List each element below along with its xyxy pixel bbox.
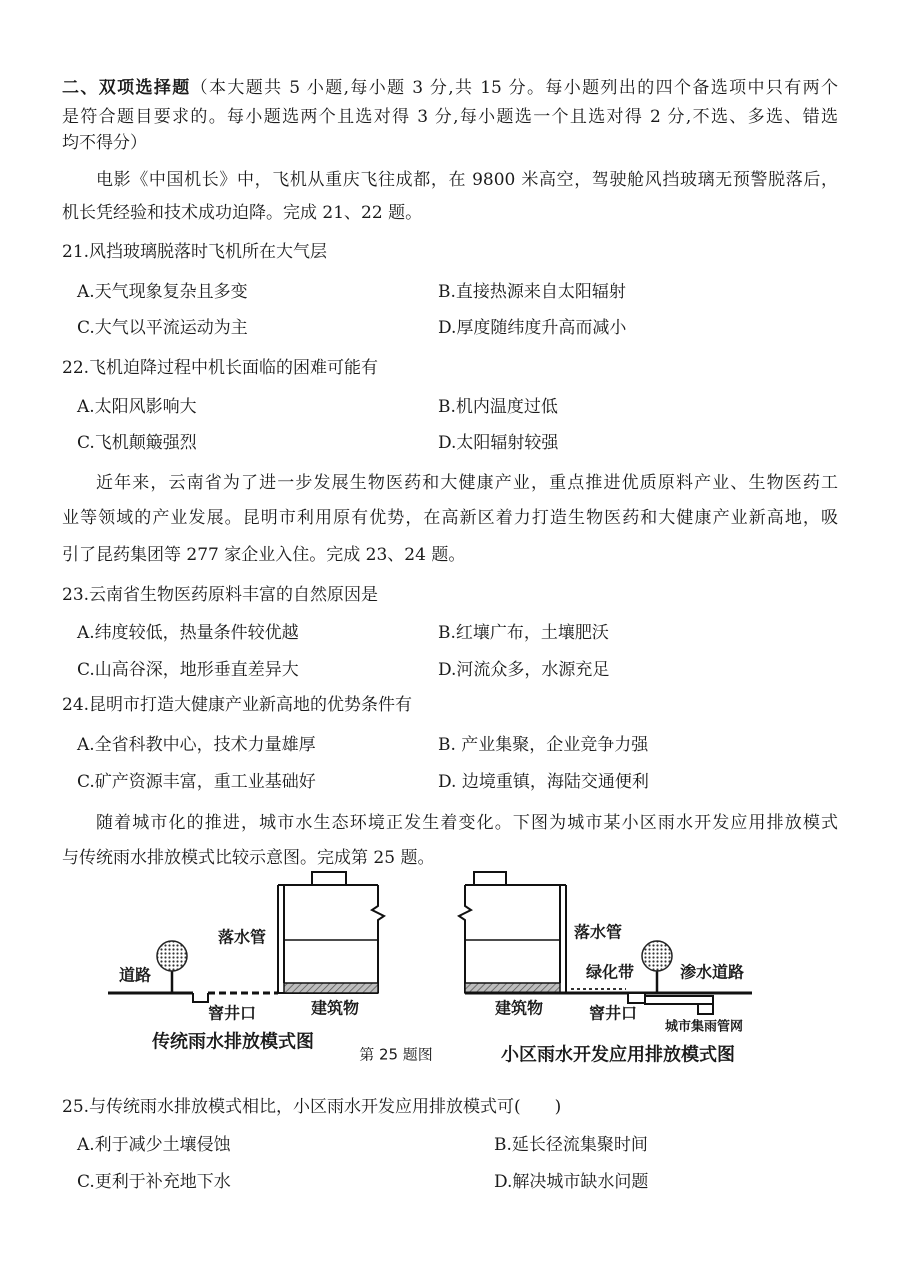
right-label-manhole: 窨井口 bbox=[588, 1003, 638, 1023]
right-manhole-well bbox=[628, 993, 645, 1003]
rainwater-drainage-figure bbox=[0, 860, 900, 1075]
left-tree-canopy bbox=[157, 941, 187, 971]
left-label-drainpipe: 落水管 bbox=[217, 927, 267, 947]
question-25-option-a: A.利于减少土壤侵蚀 bbox=[77, 1135, 231, 1155]
left-roof-parapet bbox=[312, 872, 346, 885]
passage-2-line-3: 引了昆药集团等 277 家企业入住。完成 23、24 题。 bbox=[62, 545, 466, 565]
right-label-drainpipe: 落水管 bbox=[573, 922, 623, 942]
question-23-option-d: D.河流众多，水源充足 bbox=[438, 660, 610, 680]
left-manhole-well bbox=[193, 993, 208, 1002]
right-tree-canopy bbox=[642, 941, 672, 971]
left-label-road: 道路 bbox=[118, 965, 152, 985]
left-diagram bbox=[108, 872, 384, 1052]
section-instruction-line-2: 是符合题目要求的。每小题选两个且选对得 3 分,每小题选一个且选对得 2 分,不选、多选、错选 bbox=[62, 107, 838, 127]
question-24-option-a: A.全省科教中心，技术力量雄厚 bbox=[77, 735, 316, 755]
question-21-option-d: D.厚度随纬度升高而减小 bbox=[438, 318, 627, 338]
question-25-option-c: C.更利于补充地下水 bbox=[77, 1172, 231, 1192]
question-23-option-c: C.山高谷深，地形垂直差异大 bbox=[77, 660, 299, 680]
left-label-manhole: 窨井口 bbox=[207, 1003, 257, 1023]
question-25-stem: 25.与传统雨水排放模式相比，小区雨水开发应用排放模式可( ) bbox=[62, 1097, 562, 1117]
left-building-foundation bbox=[284, 983, 378, 993]
left-label-building: 建筑物 bbox=[310, 998, 360, 1018]
passage-3-line-1: 随着城市化的推进，城市水生态环境正发生着变化。下图为城市某小区雨水开发应用排放模式 bbox=[96, 813, 838, 833]
section-heading: 二、双项选择题 bbox=[62, 78, 191, 98]
question-22-stem: 22.飞机迫降过程中机长面临的困难可能有 bbox=[62, 358, 379, 378]
question-22-option-c: C.飞机颠簸强烈 bbox=[77, 433, 197, 453]
right-label-green-belt: 绿化带 bbox=[585, 962, 635, 982]
right-label-pipe-network: 城市集雨管网 bbox=[664, 1019, 744, 1035]
question-22-option-a: A.太阳风影响大 bbox=[77, 397, 197, 417]
left-building-break-wall bbox=[372, 885, 384, 993]
question-24-option-b: B. 产业集聚，企业竞争力强 bbox=[438, 735, 649, 755]
left-caption: 传统雨水排放模式图 bbox=[152, 1031, 314, 1053]
question-21-option-c: C.大气以平流运动为主 bbox=[77, 318, 248, 338]
passage-3-line-2: 与传统雨水排放模式比较示意图。完成第 25 题。 bbox=[62, 848, 435, 868]
right-building-break-wall bbox=[459, 885, 471, 993]
right-diagram bbox=[459, 872, 752, 1065]
right-label-permeable-road: 渗水道路 bbox=[679, 962, 745, 982]
question-22-option-b: B.机内温度过低 bbox=[438, 397, 558, 417]
section-instruction-line-3: 均不得分） bbox=[62, 133, 147, 153]
passage-1-line-1: 电影《中国机长》中，飞机从重庆飞往成都，在 9800 米高空，驾驶舱风挡玻璃无预警脱落后， bbox=[96, 170, 838, 190]
question-24-stem: 24.昆明市打造大健康产业新高地的优势条件有 bbox=[62, 695, 413, 715]
passage-2-line-1: 近年来，云南省为了进一步发展生物医药和大健康产业，重点推进优质原料产业、生物医药工 bbox=[96, 473, 838, 493]
question-21-option-a: A.天气现象复杂且多变 bbox=[77, 282, 248, 302]
right-label-building: 建筑物 bbox=[494, 998, 544, 1018]
section-instruction: （本大题共 5 小题,每小题 3 分,共 15 分。每小题列出的四个备选项中只有两个 bbox=[190, 78, 838, 98]
section-header-line-1 bbox=[62, 77, 838, 99]
question-22-option-d: D.太阳辐射较强 bbox=[438, 433, 559, 453]
question-23-option-b: B.红壤广布，土壤肥沃 bbox=[438, 623, 609, 643]
question-25-option-d: D.解决城市缺水问题 bbox=[494, 1172, 649, 1192]
right-pipe-outlet bbox=[698, 1004, 713, 1014]
question-25-option-b: B.延长径流集聚时间 bbox=[494, 1135, 648, 1155]
question-21-stem: 21.风挡玻璃脱落时飞机所在大气层 bbox=[62, 242, 328, 262]
passage-1-line-2: 机长凭经验和技术成功迫降。完成 21、22 题。 bbox=[62, 203, 423, 223]
question-24-option-c: C.矿产资源丰富，重工业基础好 bbox=[77, 772, 316, 792]
right-roof-parapet bbox=[474, 872, 506, 885]
question-23-stem: 23.云南省生物医药原料丰富的自然原因是 bbox=[62, 585, 379, 605]
figure-title: 第 25 题图 bbox=[359, 1045, 433, 1064]
question-24-option-d: D. 边境重镇，海陆交通便利 bbox=[438, 772, 649, 792]
passage-2-line-2: 业等领域的产业发展。昆明市利用原有优势，在高新区着力打造生物医药和大健康产业新高地，吸 bbox=[62, 508, 838, 528]
question-23-option-a: A.纬度较低，热量条件较优越 bbox=[77, 623, 299, 643]
right-caption: 小区雨水开发应用排放模式图 bbox=[501, 1044, 735, 1066]
right-pipe-network bbox=[645, 996, 713, 1004]
question-21-option-b: B.直接热源来自太阳辐射 bbox=[438, 282, 626, 302]
